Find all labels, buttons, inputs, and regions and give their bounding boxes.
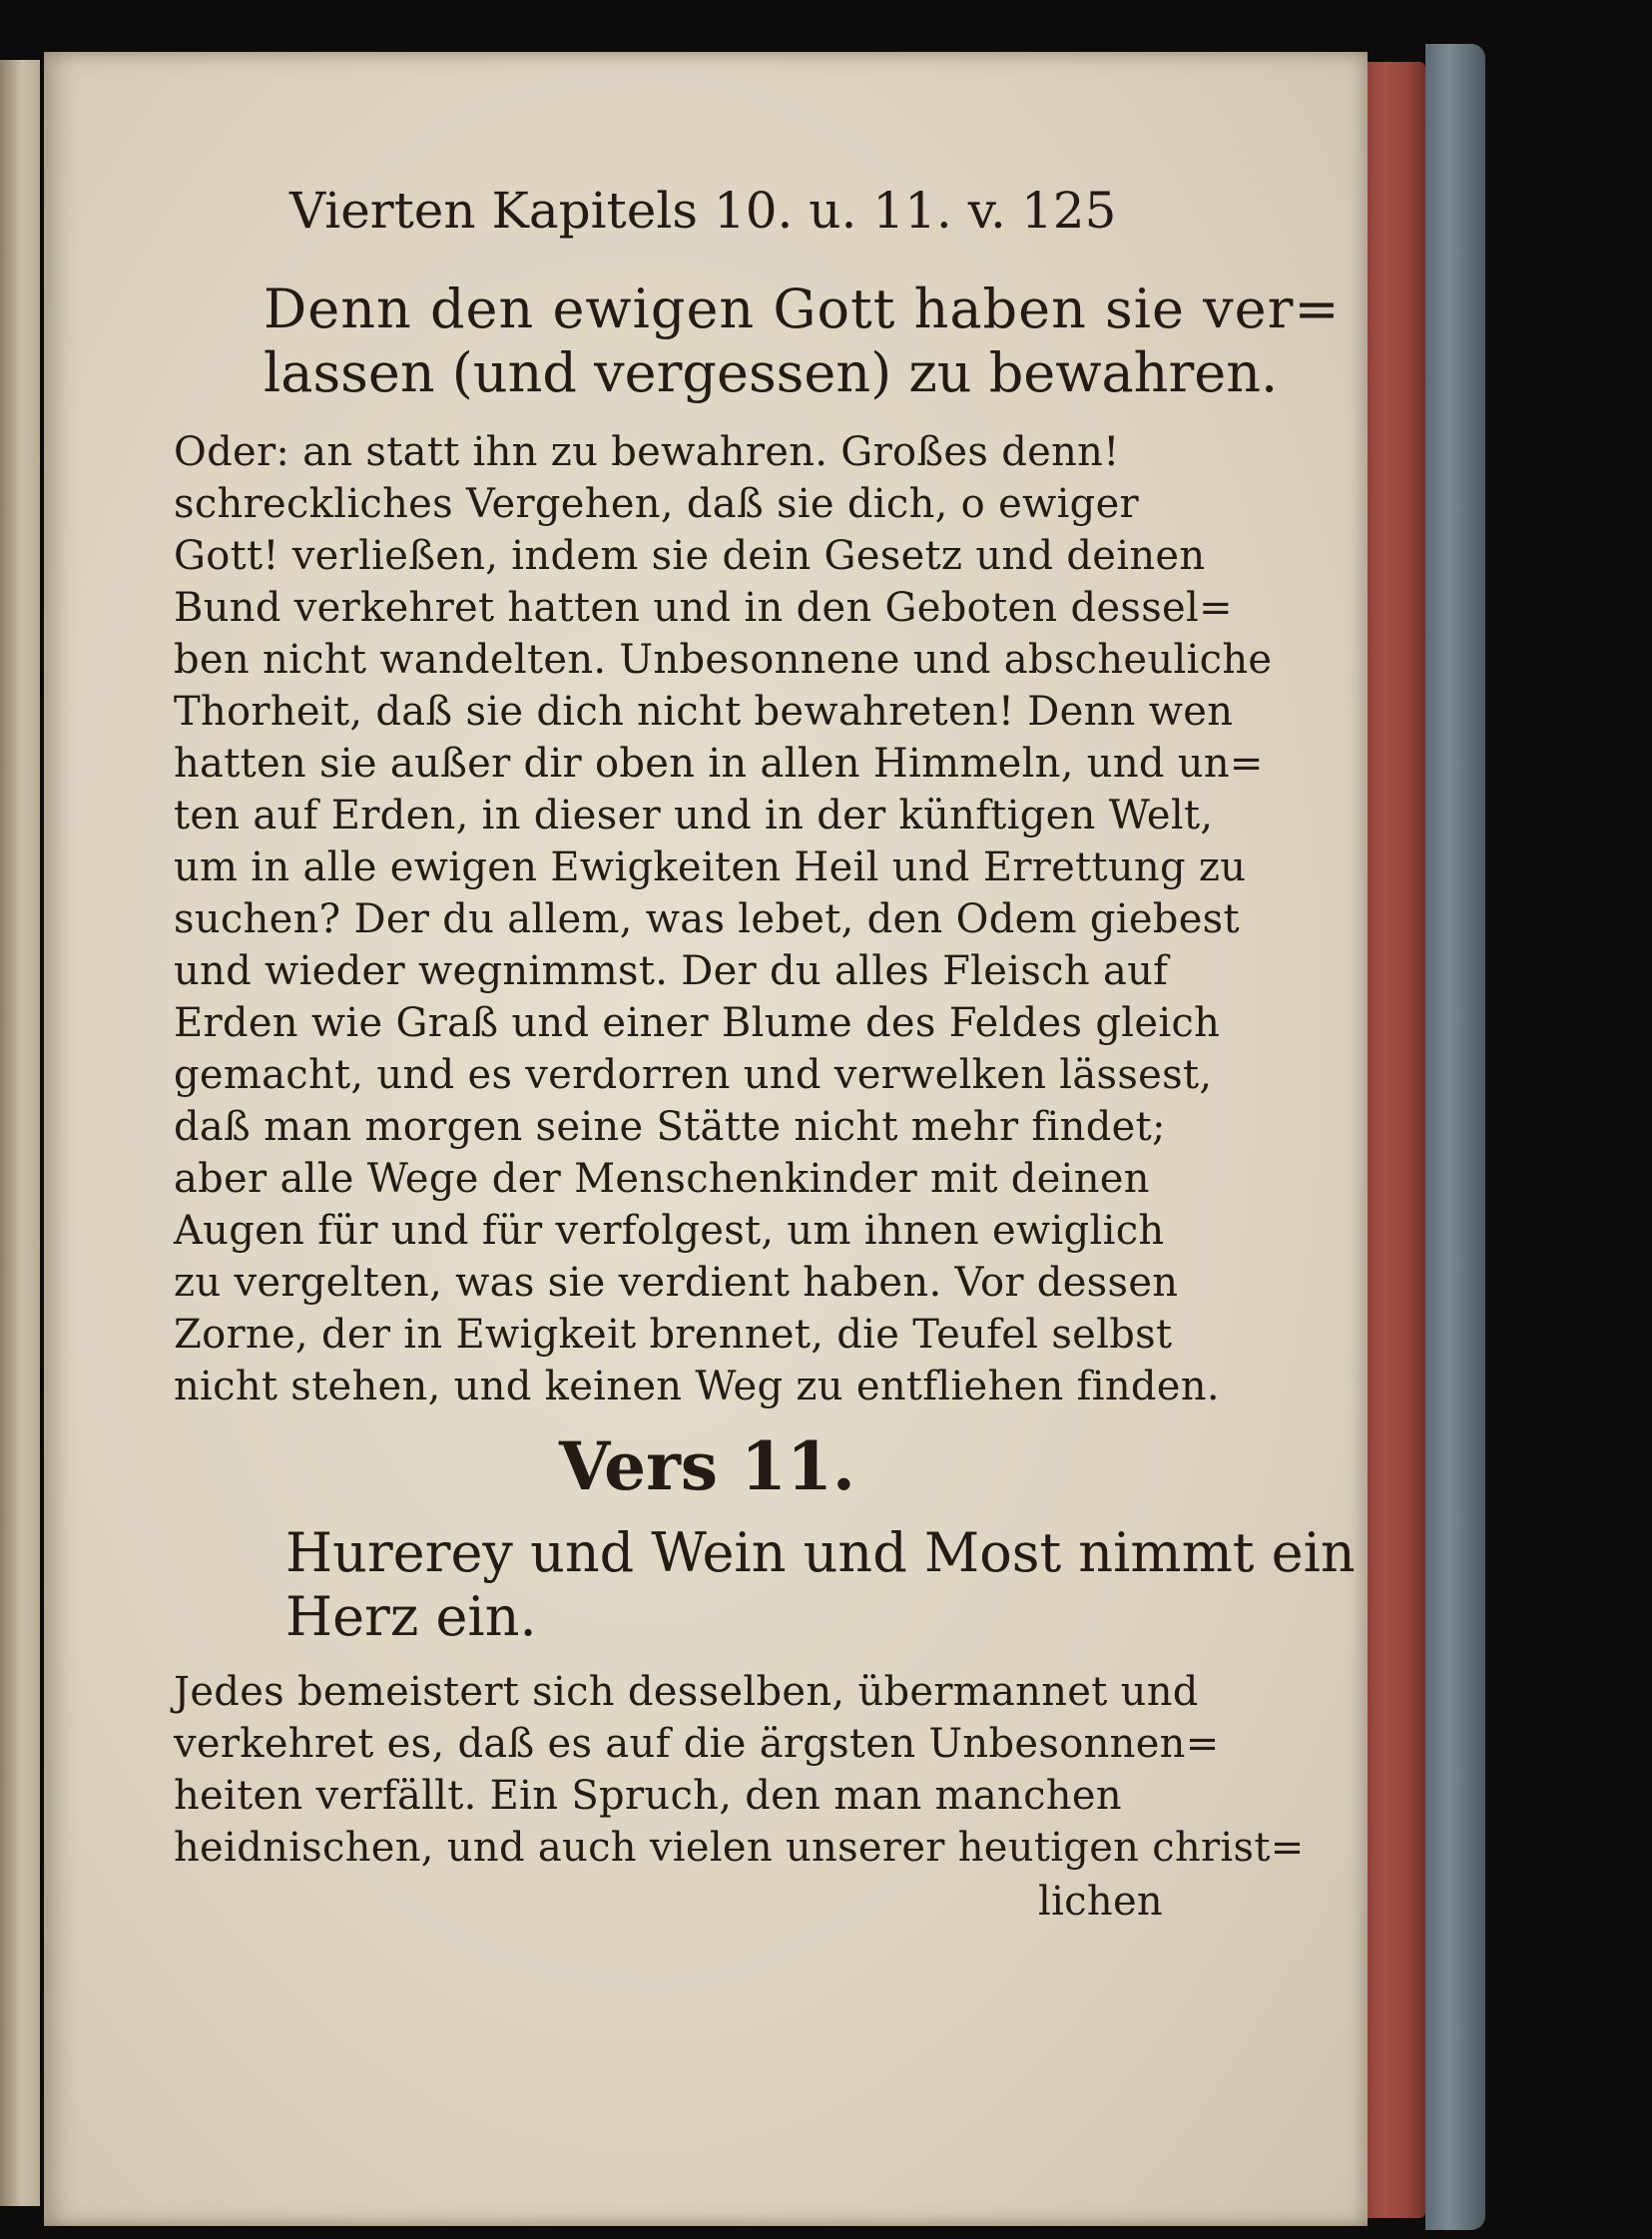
commentary-line: zu vergelten, was sie verdient haben. Vor dessen bbox=[174, 1260, 1179, 1306]
catchword: lichen bbox=[1038, 1879, 1163, 1925]
commentary-line: heiten verfällt. Ein Spruch, den man manchen bbox=[174, 1773, 1122, 1819]
commentary-line: Gott! verließen, indem sie dein Gesetz und deinen bbox=[174, 533, 1206, 579]
running-head: Vierten Kapitels 10. u. 11. v. bbox=[289, 182, 1006, 240]
commentary-line: aber alle Wege der Menschenkinder mit deinen bbox=[174, 1156, 1150, 1202]
commentary-line: gemacht, und es verdorren und verwelken lässest, bbox=[174, 1052, 1213, 1098]
commentary-line: Oder: an statt ihn zu bewahren. Großes denn! bbox=[174, 429, 1120, 475]
commentary-line: heidnischen, und auch vielen unserer heutigen christ= bbox=[174, 1825, 1305, 1871]
verse-heading: Vers 11. bbox=[559, 1427, 855, 1505]
commentary-line: und wieder wegnimmst. Der du alles Fleisch auf bbox=[174, 948, 1169, 994]
commentary-line: schreckliches Vergehen, daß sie dich, o ewiger bbox=[174, 481, 1139, 527]
previous-page-edge bbox=[0, 60, 40, 2206]
verse-10-line: Denn den ewigen Gott haben sie ver= bbox=[264, 278, 1341, 340]
page-number: 125 bbox=[1021, 182, 1117, 240]
book-cover-edge bbox=[1425, 44, 1485, 2230]
commentary-line: um in alle ewigen Ewigkeiten Heil und Errettung zu bbox=[174, 844, 1247, 890]
verse-11-line: Hurerey und Wein und Most nimmt ein bbox=[285, 1521, 1356, 1584]
commentary-line: Bund verkehret hatten und in den Geboten dessel= bbox=[174, 585, 1233, 631]
commentary-line: Zorne, der in Ewigkeit brennet, die Teufel selbst bbox=[174, 1312, 1173, 1358]
verse-10-line: lassen (und vergessen) zu bewahren. bbox=[264, 341, 1279, 404]
commentary-line: daß man morgen seine Stätte nicht mehr findet; bbox=[174, 1104, 1166, 1150]
commentary-line: Thorheit, daß sie dich nicht bewahreten! Denn wen bbox=[174, 689, 1234, 735]
commentary-line: nicht stehen, und keinen Weg zu entfliehen finden. bbox=[174, 1364, 1220, 1409]
red-page-edges bbox=[1364, 62, 1425, 2218]
commentary-line: hatten sie außer dir oben in allen Himmeln, und un= bbox=[174, 741, 1264, 787]
commentary-line: ben nicht wandelten. Unbesonnene und abscheuliche bbox=[174, 637, 1273, 683]
commentary-line: ten auf Erden, in dieser und in der künftigen Welt, bbox=[174, 793, 1214, 839]
commentary-line: Erden wie Graß und einer Blume des Feldes gleich bbox=[174, 1000, 1221, 1046]
commentary-line: Jedes bemeistert sich desselben, übermannet und bbox=[174, 1669, 1199, 1715]
verse-11-line: Herz ein. bbox=[285, 1585, 537, 1648]
commentary-line: suchen? Der du allem, was lebet, den Odem giebest bbox=[174, 896, 1240, 942]
commentary-line: verkehret es, daß es auf die ärgsten Unbesonnen= bbox=[174, 1721, 1220, 1767]
commentary-line: Augen für und für verfolgest, um ihnen ewiglich bbox=[174, 1208, 1165, 1254]
